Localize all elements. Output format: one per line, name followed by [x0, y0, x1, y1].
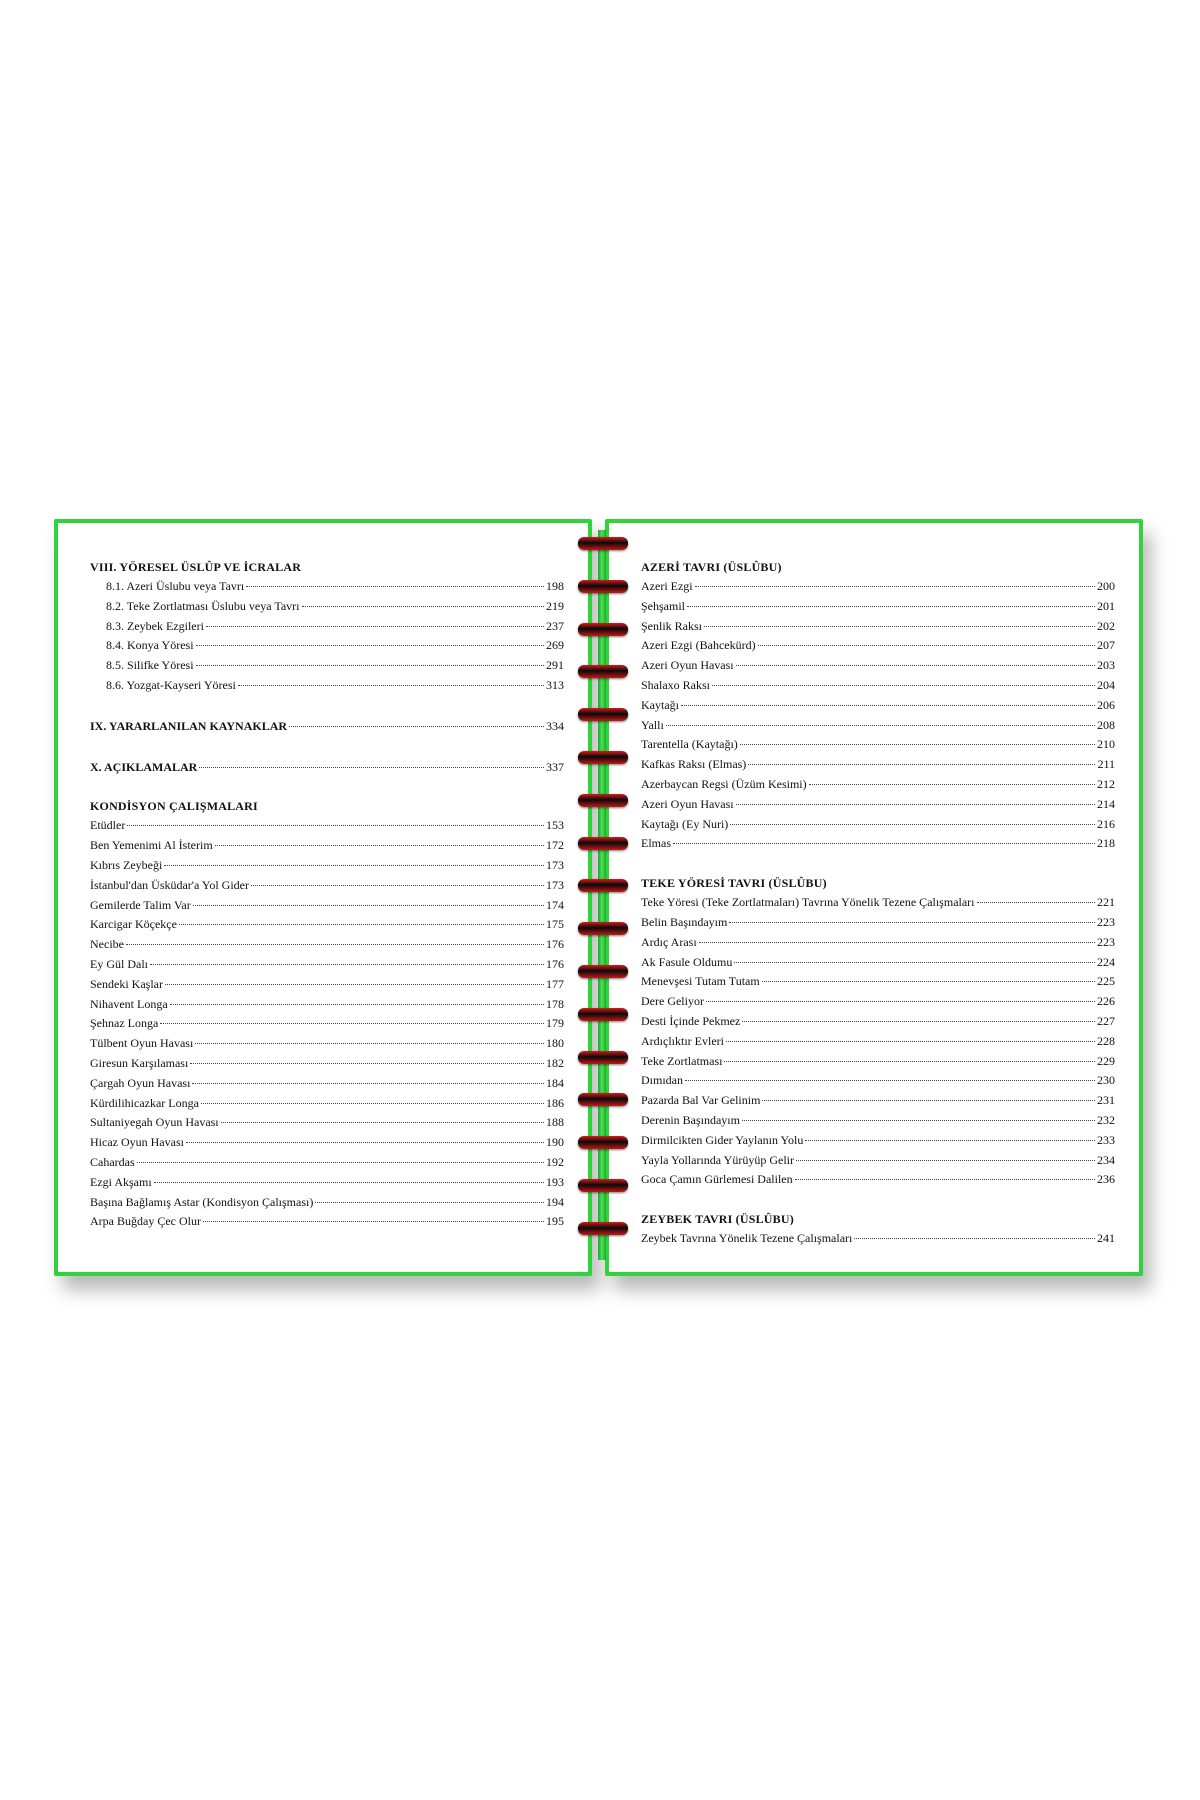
toc-entry[interactable] — [641, 636, 1115, 656]
toc-entry-page: 200 — [1097, 579, 1115, 593]
toc-entry-title: Azerbaycan Regsi (Üzüm Kesimi) — [641, 776, 807, 791]
binding-ring — [578, 537, 628, 550]
toc-entry[interactable] — [90, 1034, 564, 1054]
toc-entry[interactable] — [641, 1012, 1115, 1032]
toc-entry[interactable] — [641, 577, 1115, 597]
toc-entry-page: 202 — [1097, 618, 1115, 633]
toc-entry-page: 180 — [546, 1036, 564, 1051]
toc-entry[interactable] — [90, 1153, 564, 1173]
toc-entry-title: Sultaniyegah Oyun Havası — [90, 1115, 219, 1130]
toc-entry-title: 8.6. Yozgat-Kayseri Yöresi — [106, 677, 236, 692]
dot-leader — [238, 685, 544, 686]
toc-entry[interactable] — [641, 735, 1115, 755]
dot-leader — [762, 981, 1095, 982]
toc-entry-page: 190 — [546, 1135, 564, 1150]
toc-entry[interactable] — [641, 775, 1115, 795]
toc-entry-page: 237 — [546, 618, 564, 633]
toc-entry-page: 193 — [546, 1174, 564, 1189]
dot-leader — [687, 606, 1095, 607]
toc-entry-title: Zeybek Tavrına Yönelik Tezene Çalışmaları — [641, 1231, 853, 1246]
toc-entry-page: 195 — [546, 1214, 564, 1229]
toc-entry-page: 231 — [1097, 1093, 1115, 1108]
dot-leader — [736, 665, 1095, 666]
toc-entry-title: Dere Geliyor — [641, 994, 704, 1009]
dot-leader — [729, 922, 1095, 923]
toc-entry-title: 8.3. Zeybek Ezgileri — [106, 618, 204, 633]
toc-entry-title: Azeri Ezgi (Bahcekürd) — [641, 638, 756, 653]
dot-leader — [724, 1061, 1095, 1062]
dot-leader — [186, 1142, 544, 1143]
toc-entry-title: Yayla Yollarında Yürüyüp Gelir — [641, 1152, 794, 1167]
toc-entry-title: 8.1. Azeri Üslubu veya Tavrı — [106, 579, 245, 593]
toc-entry-page: 184 — [546, 1075, 564, 1090]
toc-entry[interactable] — [90, 1193, 564, 1213]
toc-entry[interactable] — [90, 656, 564, 676]
toc-entry-page: 218 — [1097, 836, 1115, 851]
toc-entry[interactable] — [90, 1212, 564, 1232]
dot-leader — [302, 606, 545, 607]
toc-entry-title: Teke Yöresi (Teke Zortlatmaları) Tavrına Yönelik Tezene Çalışmaları — [641, 895, 975, 910]
toc-entry-page: 221 — [1097, 895, 1115, 910]
toc-entry-title: Giresun Karşılaması — [90, 1055, 189, 1070]
toc-entry[interactable] — [90, 915, 564, 935]
toc-entry-title: Gemilerde Talim Var — [90, 897, 191, 912]
dot-leader — [666, 725, 1095, 726]
toc-entry-title: Kafkas Raksı (Elmas) — [641, 757, 747, 772]
toc-entry-page: 207 — [1097, 638, 1115, 653]
dot-leader — [730, 824, 1095, 825]
binding-ring — [578, 837, 628, 850]
dot-leader — [673, 843, 1095, 844]
dot-leader — [736, 804, 1095, 805]
toc-entry-aciklamalar[interactable]: X. AÇIKLAMALAR 337 — [90, 759, 564, 774]
right-toc — [641, 557, 1115, 1249]
toc-entry-page: 227 — [1097, 1013, 1115, 1028]
toc-entry-title: Kıbrıs Zeybeği — [90, 857, 163, 872]
toc-entry-title: Şehşamil — [641, 598, 685, 613]
toc-entry[interactable] — [90, 896, 564, 916]
binding-ring — [578, 1222, 628, 1235]
dot-leader — [681, 705, 1095, 706]
toc-entry-page: 216 — [1097, 816, 1115, 831]
toc-entry[interactable] — [90, 856, 564, 876]
toc-entry-page: 225 — [1097, 974, 1115, 989]
toc-entry-page: 313 — [546, 677, 564, 692]
dot-leader — [796, 1160, 1095, 1161]
toc-entry-title: Derenin Başındayım — [641, 1112, 740, 1127]
toc-entry-page: 230 — [1097, 1073, 1115, 1088]
dot-leader — [706, 1001, 1095, 1002]
toc-entry-page: 204 — [1097, 677, 1115, 692]
dot-leader — [170, 1004, 544, 1005]
dot-leader — [712, 685, 1095, 686]
toc-entry-title: Dımıdan — [641, 1073, 683, 1088]
toc-entry-title: Ey Gül Dalı — [90, 956, 148, 971]
binding-ring — [578, 879, 628, 892]
right-page — [605, 519, 1143, 1276]
dot-leader — [805, 1140, 1095, 1141]
toc-entry-title: Goca Çamın Gürlemesi Dalilen — [641, 1172, 793, 1187]
dot-leader — [315, 1202, 544, 1203]
dot-leader — [251, 885, 544, 886]
toc-entry-page: 172 — [546, 838, 564, 853]
toc-entry-title: Dirmilcikten Gider Yaylanın Yolu — [641, 1132, 804, 1147]
toc-entry[interactable] — [90, 975, 564, 995]
toc-entry-title: Şenlik Raksı — [641, 618, 703, 633]
binding-ring — [578, 965, 628, 978]
toc-entry-title: Etüdler — [90, 818, 126, 833]
toc-entry-page: 203 — [1097, 658, 1115, 673]
dot-leader — [206, 626, 544, 627]
toc-entry-title: Ben Yemenimi Al İsterim — [90, 838, 213, 853]
dot-leader — [748, 764, 1095, 765]
toc-entry-title: 8.2. Teke Zortlatması Üslubu veya Tavrı — [106, 598, 300, 613]
toc-entry-page: 234 — [1097, 1152, 1115, 1167]
section-title-teke: TEKE YÖRESİ TAVRI (ÜSLÛBU) — [641, 876, 827, 891]
toc-entry[interactable] — [641, 755, 1115, 775]
toc-entry[interactable] — [90, 1113, 564, 1133]
dot-leader — [196, 645, 544, 646]
toc-entry[interactable] — [641, 1170, 1115, 1190]
dot-leader — [164, 865, 544, 866]
toc-entry[interactable] — [641, 1032, 1115, 1052]
toc-entry[interactable] — [90, 1133, 564, 1153]
dot-leader — [150, 964, 544, 965]
toc-entry-page: 210 — [1097, 737, 1115, 752]
dot-leader — [742, 1021, 1095, 1022]
dot-leader — [695, 586, 1095, 587]
dot-leader — [762, 1100, 1095, 1101]
toc-entry-page: 153 — [546, 818, 564, 833]
toc-entry-page: 177 — [546, 976, 564, 991]
toc-entry[interactable] — [90, 597, 564, 617]
toc-entry-page: 176 — [546, 937, 564, 952]
toc-entry-page: 214 — [1097, 796, 1115, 811]
azeri-list — [641, 577, 1115, 854]
binding-ring — [578, 1179, 628, 1192]
binding-ring — [578, 922, 628, 935]
toc-entry[interactable] — [641, 795, 1115, 815]
dot-leader — [203, 1221, 544, 1222]
toc-entry[interactable] — [641, 953, 1115, 973]
toc-entry[interactable] — [641, 1151, 1115, 1171]
binding-ring — [578, 794, 628, 807]
toc-entry-title: Yallı — [641, 717, 664, 732]
toc-entry-title: Ardıç Arası — [641, 934, 697, 949]
toc-entry[interactable] — [641, 597, 1115, 617]
toc-entry-page: 173 — [546, 877, 564, 892]
dot-leader — [193, 905, 544, 906]
dot-leader — [160, 1023, 544, 1024]
section-title-viii: VIII. YÖRESEL ÜSLÛP VE İCRALAR — [90, 560, 302, 574]
dot-leader — [126, 944, 544, 945]
toc-entry[interactable] — [90, 955, 564, 975]
toc-entry-page: 188 — [546, 1115, 564, 1130]
toc-entry[interactable] — [641, 1071, 1115, 1091]
toc-entry-title: Ak Fasule Oldumu — [641, 954, 733, 969]
toc-entry-page: 212 — [1097, 776, 1115, 791]
toc-entry[interactable] — [90, 1173, 564, 1193]
dot-leader — [699, 942, 1095, 943]
binding-ring — [578, 1093, 628, 1106]
binding-ring — [578, 1051, 628, 1064]
binding-ring — [578, 751, 628, 764]
toc-entry-title: Pazarda Bal Var Gelinim — [641, 1093, 761, 1108]
toc-entry-title: 8.4. Konya Yöresi — [106, 638, 194, 653]
toc-entry-title: Teke Zortlatması — [641, 1053, 723, 1068]
toc-entry[interactable] — [641, 656, 1115, 676]
toc-entry[interactable] — [641, 716, 1115, 736]
section-title-zeybek: ZEYBEK TAVRI (ÜSLÛBU) — [641, 1212, 794, 1227]
teke-list — [641, 893, 1115, 1190]
toc-entry-title: Azeri Oyun Havası — [641, 658, 734, 673]
toc-entry-title: Kaytağı (Ey Nuri) — [641, 816, 729, 831]
toc-entry-title: Çargah Oyun Havası — [90, 1075, 191, 1090]
toc-entry[interactable] — [90, 617, 564, 637]
toc-entry-title: Kaytağı — [641, 697, 679, 712]
toc-entry-title: Sendeki Kaşlar — [90, 976, 163, 991]
dot-leader — [854, 1238, 1095, 1239]
toc-entry[interactable] — [90, 1014, 564, 1034]
toc-entry-page: 198 — [546, 579, 564, 593]
toc-entry-page: 223 — [1097, 934, 1115, 949]
toc-entry[interactable] — [90, 935, 564, 955]
dot-leader — [704, 626, 1095, 627]
left-page — [54, 519, 592, 1276]
toc-entry-page: 232 — [1097, 1112, 1115, 1127]
toc-entry-page: 223 — [1097, 914, 1115, 929]
toc-entry-page: 206 — [1097, 697, 1115, 712]
toc-entry-page: 186 — [546, 1095, 564, 1110]
toc-entry[interactable] — [90, 676, 564, 696]
toc-entry-page: 178 — [546, 996, 564, 1011]
toc-entry[interactable] — [90, 836, 564, 856]
toc-entry-title: Ezgi Akşamı — [90, 1174, 152, 1189]
toc-entry[interactable] — [641, 893, 1115, 913]
toc-entry[interactable] — [641, 676, 1115, 696]
toc-entry-title: Arpa Buğday Çec Olur — [90, 1214, 201, 1229]
section-viii-list — [90, 577, 564, 696]
toc-entry[interactable] — [90, 876, 564, 896]
toc-entry-page: 194 — [546, 1194, 564, 1209]
binding-ring — [578, 665, 628, 678]
toc-entry-title: Belin Başındayım — [641, 914, 728, 929]
toc-entry-title: Nihavent Longa — [90, 996, 168, 1011]
toc-entry-title: Karcigar Köçekçe — [90, 917, 177, 932]
dot-leader — [734, 962, 1095, 963]
toc-entry-page: 226 — [1097, 994, 1115, 1009]
dot-leader — [685, 1080, 1095, 1081]
toc-entry[interactable] — [641, 617, 1115, 637]
toc-entry-page: 179 — [546, 1016, 564, 1031]
toc-entry-page: 182 — [546, 1055, 564, 1070]
binding-ring — [578, 1008, 628, 1021]
toc-entry-title: Tarentella (Kaytağı) — [641, 737, 738, 752]
toc-entry-title: Ardıçlıktır Evleri — [641, 1033, 724, 1048]
toc-entry-title: Azeri Oyun Havası — [641, 796, 734, 811]
toc-entry-title: Cahardas — [90, 1154, 135, 1169]
dot-leader — [195, 1043, 544, 1044]
dot-leader — [215, 845, 544, 846]
toc-entry[interactable] — [641, 972, 1115, 992]
toc-entry-page: 269 — [546, 638, 564, 653]
dot-leader — [154, 1182, 544, 1183]
toc-entry-title: Tülbent Oyun Havası — [90, 1036, 194, 1051]
dot-leader — [726, 1041, 1095, 1042]
toc-entry-page: 201 — [1097, 598, 1115, 613]
dot-leader — [795, 1179, 1095, 1180]
dot-leader — [809, 784, 1095, 785]
dot-leader — [758, 645, 1095, 646]
toc-entry[interactable] — [641, 815, 1115, 835]
dot-leader — [221, 1122, 544, 1123]
binding-ring — [578, 580, 628, 593]
toc-entry[interactable] — [641, 933, 1115, 953]
toc-entry-page: 211 — [1097, 757, 1115, 772]
toc-entry-page: 236 — [1097, 1172, 1115, 1187]
toc-entry-page: 233 — [1097, 1132, 1115, 1147]
dot-leader — [977, 902, 1095, 903]
dot-leader — [137, 1162, 544, 1163]
toc-entry[interactable] — [641, 834, 1115, 854]
toc-entry[interactable] — [641, 1111, 1115, 1131]
section-title-kondisyon: KONDİSYON ÇALIŞMALARI — [90, 799, 258, 814]
toc-entry-title: Azeri Ezgi — [641, 579, 693, 593]
left-toc — [90, 557, 564, 1232]
toc-entry-page: 224 — [1097, 954, 1115, 969]
toc-entry[interactable] — [90, 1054, 564, 1074]
toc-entry-title: Hicaz Oyun Havası — [90, 1135, 184, 1150]
toc-entry[interactable] — [90, 636, 564, 656]
toc-entry[interactable] — [90, 995, 564, 1015]
dot-leader — [127, 825, 544, 826]
toc-entry-page: 173 — [546, 857, 564, 872]
toc-entry[interactable] — [641, 913, 1115, 933]
dot-leader — [201, 1103, 544, 1104]
toc-entry-page: 229 — [1097, 1053, 1115, 1068]
toc-entry-title: 8.5. Silifke Yöresi — [106, 658, 194, 673]
dot-leader — [165, 984, 544, 985]
toc-entry-title: Elmas — [641, 836, 671, 851]
toc-entry-title: Kürdilihicazkar Longa — [90, 1095, 199, 1110]
toc-entry-page: 192 — [546, 1154, 564, 1169]
toc-entry[interactable] — [90, 1094, 564, 1114]
toc-entry[interactable] — [641, 1131, 1115, 1151]
dot-leader — [190, 1063, 544, 1064]
dot-leader — [192, 1083, 544, 1084]
toc-entry-title: Başına Bağlamış Astar (Kondisyon Çalışması) — [90, 1194, 314, 1209]
toc-entry-title: Şehnaz Longa — [90, 1016, 159, 1031]
toc-entry-title: İstanbul'dan Üsküdar'a Yol Gider — [90, 877, 249, 892]
binding-ring — [578, 708, 628, 721]
dot-leader — [196, 665, 544, 666]
kondisyon-list — [90, 816, 564, 1232]
dot-leader — [742, 1120, 1095, 1121]
toc-entry[interactable] — [641, 992, 1115, 1012]
spiral-binding — [598, 530, 606, 1260]
toc-entry-page: 208 — [1097, 717, 1115, 732]
dot-leader — [179, 924, 544, 925]
toc-entry-page: 241 — [1097, 1231, 1115, 1246]
toc-entry[interactable] — [90, 1074, 564, 1094]
toc-entry-page: 228 — [1097, 1033, 1115, 1048]
section-title-azeri: AZERİ TAVRI (ÜSLÛBU) — [641, 560, 782, 574]
dot-leader — [740, 744, 1095, 745]
toc-entry-title: Shalaxo Raksı — [641, 677, 710, 692]
toc-entry-page: 176 — [546, 956, 564, 971]
toc-entry[interactable] — [90, 577, 564, 597]
toc-entry-title: Desti İçinde Pekmez — [641, 1013, 741, 1028]
toc-entry-title: Menevşesi Tutam Tutam — [641, 974, 760, 989]
binding-ring — [578, 1136, 628, 1149]
toc-entry-kaynaklar[interactable]: IX. YARARLANILAN KAYNAKLAR 334 — [90, 718, 564, 733]
toc-entry[interactable] — [90, 816, 564, 836]
dot-leader — [246, 586, 544, 587]
toc-entry[interactable] — [641, 696, 1115, 716]
toc-entry[interactable] — [641, 1052, 1115, 1072]
toc-entry-page: 175 — [546, 917, 564, 932]
zeybek-list — [641, 1229, 1115, 1249]
toc-entry-page: 219 — [546, 598, 564, 613]
toc-entry[interactable] — [641, 1229, 1115, 1249]
toc-entry-page: 174 — [546, 897, 564, 912]
toc-entry-title: Necibe — [90, 937, 124, 952]
binding-ring — [578, 623, 628, 636]
toc-entry-page: 291 — [546, 658, 564, 673]
toc-entry[interactable] — [641, 1091, 1115, 1111]
